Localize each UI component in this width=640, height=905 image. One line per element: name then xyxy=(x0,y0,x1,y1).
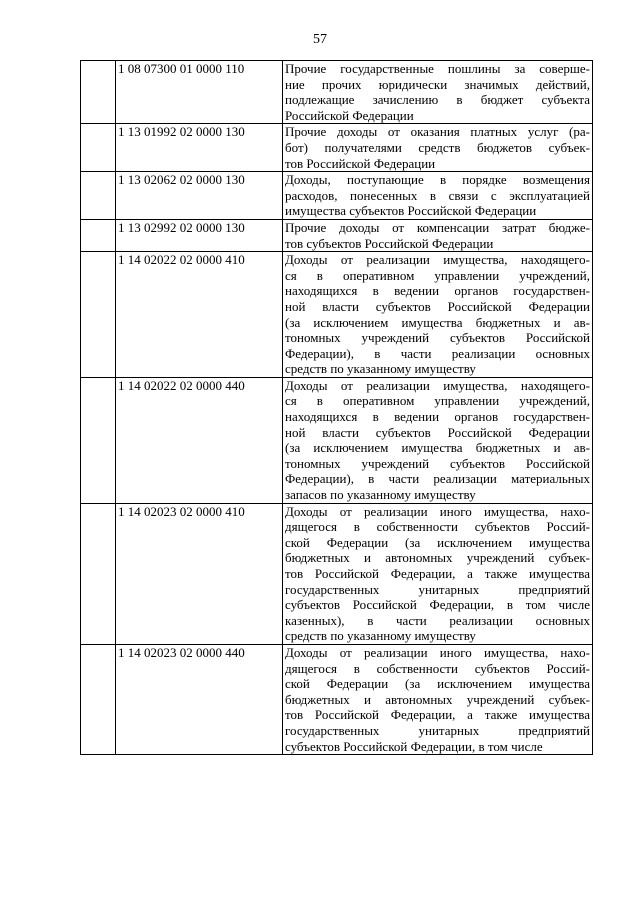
description-line: ной власти субъектов Российской Федерации xyxy=(285,424,590,440)
table-row xyxy=(81,172,593,220)
revenue-code-cell: 1 14 02023 02 0000 410 xyxy=(116,503,283,644)
description-line: ся в оперативном управлении учреждений, xyxy=(285,267,590,283)
table-body xyxy=(81,61,593,755)
table-row xyxy=(81,503,593,644)
revenue-code-cell: 1 13 02062 02 0000 130 xyxy=(116,172,283,220)
description-line: бюджетных и автономных учреждений субъек- xyxy=(285,691,590,707)
table-row xyxy=(81,252,593,378)
revenue-code-cell: 1 14 02022 02 0000 410 xyxy=(116,252,283,378)
description-line: ской Федерации (за исключением имущества xyxy=(285,534,590,550)
description-line: имущества субъектов Российской Федерации xyxy=(285,203,537,219)
description-line: субъектов Российской Федерации, в том числе xyxy=(285,738,543,754)
description-line: государственных унитарных предприятий xyxy=(285,581,590,597)
revenue-description-cell xyxy=(283,219,593,251)
revenue-code-cell: 1 08 07300 01 0000 110 xyxy=(116,61,283,124)
description-line: (за исключением имущества бюджетных и ав- xyxy=(285,314,590,330)
description-line: тов Российской Федерации, а также имущества xyxy=(285,566,590,581)
description-line: Прочие доходы от оказания платных услуг (ра- xyxy=(285,124,590,140)
description-line: Доходы от реализации имущества, находящего- xyxy=(285,252,590,268)
description-line: средств по указанному имуществу xyxy=(285,361,476,377)
description-line: (за исключением имущества бюджетных и ав- xyxy=(285,440,590,456)
description-line: субъектов Российской Федерации, в том числе xyxy=(285,597,590,613)
description-line: дящегося в собственности субъектов Россий- xyxy=(285,519,590,535)
description-line: тов субъектов Российской Федерации xyxy=(285,235,494,251)
revenue-description-cell xyxy=(283,644,593,754)
description-line: Российской Федерации xyxy=(285,107,414,123)
description-line: Доходы от реализации иного имущества, нахо- xyxy=(285,503,590,519)
description-line: Прочие государственные пошлины за соверше- xyxy=(285,61,590,76)
description-line: ние прочих юридически значимых действий, xyxy=(285,76,590,92)
description-line: Доходы от реализации имущества, находящего- xyxy=(285,377,590,393)
description-line: тономных учреждений субъектов Российской xyxy=(285,455,590,471)
description-line: тономных учреждений субъектов Российской xyxy=(285,330,590,346)
revenue-codes-table xyxy=(80,60,593,755)
revenue-description-cell xyxy=(283,172,593,220)
description-line: Доходы, поступающие в порядке возмещения xyxy=(285,172,590,188)
description-line: дящегося в собственности субъектов Россий- xyxy=(285,660,590,676)
description-line: бот) получателями средств бюджетов субъек- xyxy=(285,139,590,155)
empty-cell xyxy=(81,124,116,172)
description-line: ной власти субъектов Российской Федерации xyxy=(285,298,590,314)
revenue-code-cell: 1 14 02022 02 0000 440 xyxy=(116,377,283,503)
description-line: ской Федерации (за исключением имущества xyxy=(285,676,590,692)
description-line: тов Российской Федерации xyxy=(285,155,436,171)
revenue-code-cell: 1 13 02992 02 0000 130 xyxy=(116,219,283,251)
description-line: тов Российской Федерации, а также имущества xyxy=(285,707,590,723)
empty-cell xyxy=(81,503,116,644)
table-row xyxy=(81,644,593,754)
description-line: государственных унитарных предприятий xyxy=(285,722,590,738)
empty-cell xyxy=(81,377,116,503)
description-line: Федерации), в части реализации основных xyxy=(285,345,590,361)
description-line: казенных), в части реализации основных xyxy=(285,612,590,628)
page-number: 57 xyxy=(313,32,327,47)
table-row xyxy=(81,124,593,172)
revenue-description-cell xyxy=(283,503,593,644)
description-line: бюджетных и автономных учреждений субъек- xyxy=(285,550,590,566)
empty-cell xyxy=(81,252,116,378)
revenue-description-cell xyxy=(283,61,593,124)
table-row xyxy=(81,61,593,124)
empty-cell xyxy=(81,644,116,754)
description-line: Федерации), в части реализации материальных xyxy=(285,471,590,487)
revenue-description-cell xyxy=(283,377,593,503)
table-row xyxy=(81,219,593,251)
revenue-description-cell xyxy=(283,252,593,378)
empty-cell xyxy=(81,219,116,251)
description-line: Прочие доходы от компенсации затрат бюдже- xyxy=(285,219,590,235)
revenue-code-cell: 1 14 02023 02 0000 440 xyxy=(116,644,283,754)
description-line: находящихся в ведении органов государствен- xyxy=(285,283,590,299)
revenue-description-cell xyxy=(283,124,593,172)
description-line: подлежащие зачислению в бюджет субъекта xyxy=(285,92,590,108)
description-line: запасов по указанному имуществу xyxy=(285,487,476,503)
empty-cell xyxy=(81,61,116,124)
description-line: расходов, понесенных в связи с эксплуатацией xyxy=(285,187,590,203)
description-line: находящихся в ведении органов государствен- xyxy=(285,409,590,425)
empty-cell xyxy=(81,172,116,220)
table-row xyxy=(81,377,593,503)
description-line: Доходы от реализации иного имущества, нахо- xyxy=(285,644,590,660)
description-line: средств по указанному имуществу xyxy=(285,628,476,644)
description-line: ся в оперативном управлении учреждений, xyxy=(285,393,590,409)
revenue-code-cell: 1 13 01992 02 0000 130 xyxy=(116,124,283,172)
